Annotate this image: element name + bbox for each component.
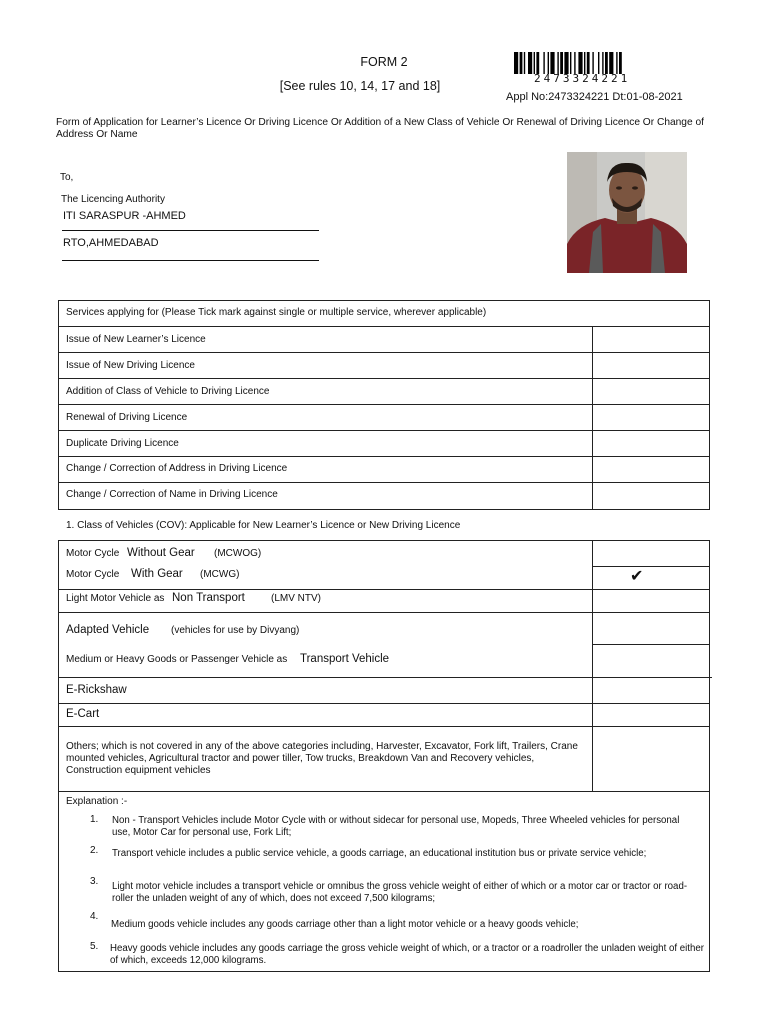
form-rules: [See rules 10, 14, 17 and 18]: [279, 79, 441, 93]
service-change-address: Change / Correction of Address in Driving Licence: [66, 463, 288, 474]
applicant-photo: [567, 152, 687, 273]
service-new-learners-licence: Issue of New Learner’s Licence: [66, 334, 206, 345]
explanation-number: 1.: [90, 814, 99, 825]
tick-box-lmv[interactable]: [593, 590, 709, 612]
cov-mcwog-code: (MCWOG): [214, 548, 262, 559]
authority-underline-2: [62, 260, 319, 261]
tick-box-addition-class[interactable]: [593, 379, 709, 404]
cov-e-rickshaw: E-Rickshaw: [66, 684, 127, 696]
barcode: [514, 52, 694, 74]
cov-lmv-code: (LMV NTV): [271, 593, 321, 604]
tick-box-others[interactable]: [593, 727, 709, 791]
cov-mcwog-type: Without Gear: [127, 547, 195, 559]
cov-mhgv-prefix: Medium or Heavy Goods or Passenger Vehicle as: [66, 654, 288, 665]
cov-mcwg-prefix: Motor Cycle: [66, 569, 120, 580]
service-change-name: Change / Correction of Name in Driving Licence: [66, 489, 278, 500]
authority-line-2: RTO,AHMEDABAD: [63, 237, 159, 249]
tick-box-mcwog[interactable]: [593, 541, 709, 565]
explanation-text: Non - Transport Vehicles include Motor Cycle with or without sidecar for personal use, Mopeds, Three Wheeled vehicles for personal use, Motor Car for personal use, Fork Lift;: [112, 815, 680, 838]
cov-lmv-prefix: Light Motor Vehicle as: [66, 593, 165, 604]
explanation-number: 2.: [90, 845, 99, 856]
tick-box-new-learners-licence[interactable]: [593, 327, 709, 352]
cov-lmv-type: Non Transport: [172, 592, 245, 604]
cov-e-cart: E-Cart: [66, 708, 100, 720]
cov-heading: 1. Class of Vehicles (COV): Applicable for New Learner’s Licence or New Driving Licence: [66, 520, 461, 531]
cov-mcwg-type: With Gear: [131, 568, 183, 580]
cov-mcwog-prefix: Motor Cycle: [66, 548, 120, 559]
tick-box-renewal[interactable]: [593, 405, 709, 430]
cov-mcwg-code: (MCWG): [200, 569, 240, 580]
form-description: Form of Application for Learner’s Licence Or Driving Licence Or Addition of a New Class of Vehicle Or Renewal of Driving Licence Or Change of Address Or Name: [56, 117, 704, 140]
cov-others: Others; which is not covered in any of the above categories including, Harvester, Excavator, Fork lift, Trailers, Crane mounted vehicles, Agricultural tractor and power tiller, Tow trucks, Breakdown Van and Recovery vehicles, Construction equipment vehicles: [66, 741, 578, 776]
explanation-number: 3.: [90, 876, 99, 887]
to-label: To,: [60, 172, 74, 183]
explanation-text: Medium goods vehicle includes any goods carriage other than a light motor vehicle or a heavy goods vehicle;: [111, 919, 579, 930]
service-addition-class: Addition of Class of Vehicle to Driving Licence: [66, 386, 270, 397]
explanation-text: Transport vehicle includes a public service vehicle, a goods carriage, an educational institution bus or private service vehicle;: [112, 848, 647, 859]
explanation-number: 5.: [90, 941, 99, 952]
authority-underline-1: [62, 230, 319, 231]
licencing-authority-label: The Licencing Authority: [61, 194, 165, 205]
service-renewal: Renewal of Driving Licence: [66, 412, 188, 423]
tick-box-mhgv[interactable]: [593, 645, 709, 677]
explanation-text: Heavy goods vehicle includes any goods carriage the gross vehicle weight of which, or a tractor or a roadroller the unladen weight of either of which, exceeds 12,000 kilograms.: [110, 943, 704, 966]
service-new-driving-licence: Issue of New Driving Licence: [66, 360, 195, 371]
authority-line-1: ITI SARASPUR -AHMED: [63, 210, 186, 222]
cov-adapted-vehicle: Adapted Vehicle: [66, 624, 150, 636]
application-number: Appl No:2473324221 Dt:01-08-2021: [506, 91, 683, 103]
tick-box-change-address[interactable]: [593, 457, 709, 482]
tick-box-adapted[interactable]: [593, 613, 709, 644]
service-duplicate: Duplicate Driving Licence: [66, 438, 179, 449]
tick-box-change-name[interactable]: [593, 483, 709, 509]
barcode-number: 2473324221: [534, 72, 631, 85]
explanation-text: Light motor vehicle includes a transport vehicle or omnibus the gross vehicle weight of either of which or a motor car or tractor or road-roller the unladen weight of any of which, does not exceed 7,500 kilograms;: [112, 881, 688, 904]
cov-adapted-note: (vehicles for use by Divyang): [171, 625, 300, 636]
tick-box-duplicate[interactable]: [593, 431, 709, 456]
services-header: Services applying for (Please Tick mark against single or multiple service, wherever applicable): [66, 307, 487, 318]
explanation-title: Explanation :-: [66, 796, 128, 807]
form-title: FORM 2: [360, 55, 408, 69]
cov-mhgv-type: Transport Vehicle: [300, 653, 390, 665]
tick-box-e-rickshaw[interactable]: [593, 678, 709, 703]
checkmark-icon: ✔: [630, 566, 644, 585]
tick-box-e-cart[interactable]: [593, 704, 709, 726]
tick-box-new-driving-licence[interactable]: [593, 353, 709, 378]
tick-box-mcwg[interactable]: [593, 567, 709, 589]
explanation-number: 4.: [90, 911, 99, 922]
